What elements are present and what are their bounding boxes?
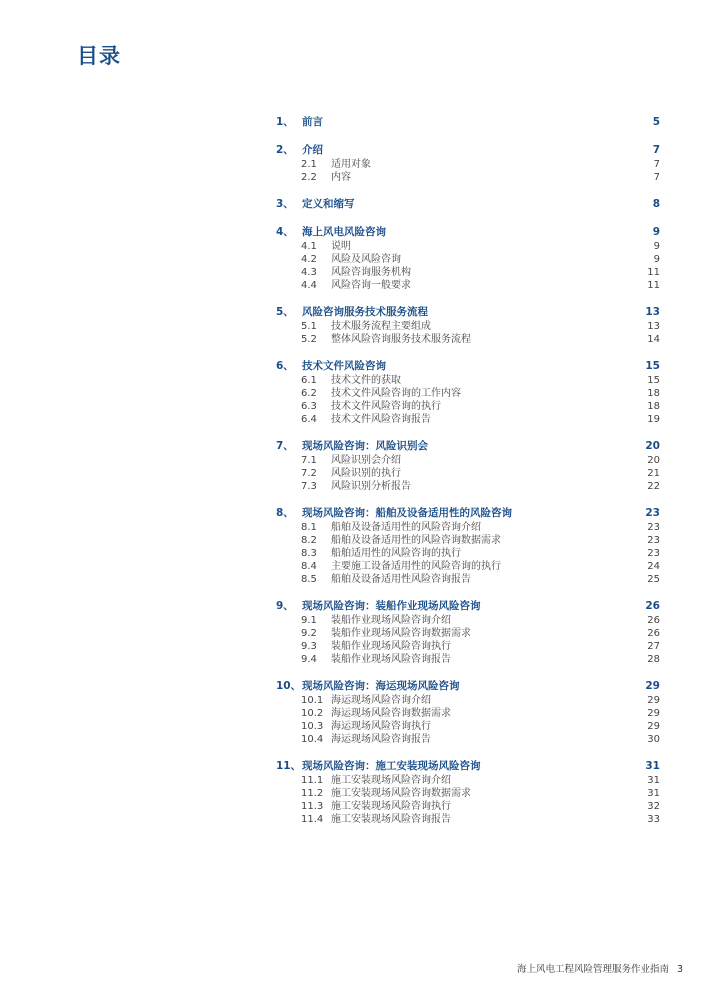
toc-subentry[interactable] (272, 774, 660, 787)
toc-subentry-number: 11.4 (301, 814, 324, 825)
toc-subentry[interactable] (272, 266, 660, 279)
toc-subentry[interactable] (272, 454, 660, 467)
toc-subentry[interactable] (272, 413, 660, 426)
toc-subentry-number: 8.1 (301, 522, 317, 533)
toc-entry-title: 现场风险咨询：风险识别会 (302, 440, 428, 452)
toc-entry-page: 23 (645, 507, 660, 519)
toc-subentry-title: 内容 (331, 172, 351, 183)
toc-entry-page: 5 (652, 116, 660, 128)
toc-subentry-number: 5.1 (301, 321, 317, 332)
toc-subentry-page: 23 (647, 548, 660, 559)
toc-subentry-page: 25 (647, 574, 660, 585)
table-of-contents (272, 114, 660, 838)
toc-subentry[interactable] (272, 534, 660, 547)
toc-entry-title: 现场风险咨询：船舶及设备适用性的风险咨询 (302, 507, 512, 519)
toc-subentry[interactable] (272, 707, 660, 720)
toc-subentry-page: 29 (647, 721, 660, 732)
toc-subentry[interactable] (272, 400, 660, 413)
toc-subentry[interactable] (272, 653, 660, 666)
toc-subentry-number: 8.4 (301, 561, 317, 572)
toc-subentry-title: 适用对象 (331, 159, 371, 170)
toc-subentry-number: 7.1 (301, 455, 317, 466)
toc-subentry-page: 20 (647, 455, 660, 466)
toc-subentry[interactable] (272, 240, 660, 253)
toc-subentry[interactable] (272, 521, 660, 534)
toc-subentry-number: 10.3 (301, 721, 324, 732)
toc-subentry-title: 施工安装现场风险咨询数据需求 (331, 788, 471, 799)
toc-subentry[interactable] (272, 560, 660, 573)
toc-subentry-number: 7.3 (301, 481, 317, 492)
toc-subentry-title: 装船作业现场风险咨询介绍 (331, 615, 451, 626)
toc-subentry[interactable] (272, 627, 660, 640)
toc-subentry-page: 14 (647, 334, 660, 345)
footer-document-title: 海上风电工程风险管理服务作业指南 (516, 964, 669, 975)
toc-entry-title: 技术文件风险咨询 (302, 360, 386, 372)
toc-subentry-title: 船舶及设备适用性的风险咨询介绍 (331, 522, 481, 533)
toc-subentry-number: 10.1 (301, 695, 324, 706)
toc-subentry-title: 技术文件风险咨询的工作内容 (331, 388, 461, 399)
toc-subentry-title: 风险咨询服务机构 (331, 267, 411, 278)
toc-subentry-page: 23 (647, 535, 660, 546)
toc-entry-title: 现场风险咨询：海运现场风险咨询 (302, 680, 460, 692)
toc-subentry-number: 6.1 (301, 375, 317, 386)
toc-entry-title: 海上风电风险咨询 (302, 226, 386, 238)
toc-subentry-number: 2.2 (301, 172, 317, 183)
toc-entry[interactable] (272, 678, 660, 694)
toc-entry[interactable] (272, 598, 660, 614)
toc-entry-number: 5、 (276, 306, 294, 318)
toc-subentry-page: 27 (647, 641, 660, 652)
toc-entry-number: 6、 (276, 360, 294, 372)
toc-subentry-page: 7 (653, 159, 660, 170)
toc-subentry-page: 15 (647, 375, 660, 386)
toc-entry-number: 10、 (276, 680, 302, 692)
toc-entry-number: 8、 (276, 507, 294, 519)
toc-entry[interactable] (272, 505, 660, 521)
toc-entry-page: 9 (652, 226, 660, 238)
page-title: 目录 (77, 44, 121, 68)
toc-subentry-page: 28 (647, 654, 660, 665)
toc-subentry[interactable] (272, 374, 660, 387)
toc-entry-number: 2、 (276, 144, 294, 156)
toc-entry-title: 现场风险咨询：施工安装现场风险咨询 (302, 760, 481, 772)
toc-subentry-title: 风险识别会介绍 (331, 455, 401, 466)
toc-subentry-number: 4.2 (301, 254, 317, 265)
toc-subentry-number: 6.4 (301, 414, 317, 425)
toc-subentry-page: 13 (647, 321, 660, 332)
toc-subentry-title: 施工安装现场风险咨询介绍 (331, 775, 451, 786)
toc-section (272, 358, 660, 426)
toc-subentry-title: 风险识别分析报告 (331, 481, 411, 492)
toc-subentry-title: 技术文件的获取 (331, 375, 401, 386)
toc-subentry-title: 技术服务流程主要组成 (331, 321, 431, 332)
toc-entry[interactable] (272, 196, 660, 212)
toc-subentry-page: 7 (653, 172, 660, 183)
toc-subentry-page: 26 (647, 615, 660, 626)
toc-subentry-page: 31 (647, 775, 660, 786)
toc-entry-title: 现场风险咨询：装船作业现场风险咨询 (302, 600, 481, 612)
toc-subentry-number: 10.4 (301, 734, 324, 745)
toc-subentry-page: 18 (647, 401, 660, 412)
toc-subentry[interactable] (272, 733, 660, 746)
toc-subentry[interactable] (272, 720, 660, 733)
toc-subentry-number: 10.2 (301, 708, 324, 719)
toc-subentry-page: 19 (647, 414, 660, 425)
toc-subentry-number: 8.5 (301, 574, 317, 585)
toc-subentry[interactable] (272, 813, 660, 826)
toc-subentry-page: 30 (647, 734, 660, 745)
toc-subentry-number: 11.3 (301, 801, 324, 812)
toc-subentry-title: 装船作业现场风险咨询报告 (331, 654, 451, 665)
toc-subentry-number: 9.1 (301, 615, 317, 626)
toc-entry[interactable] (272, 142, 660, 158)
toc-subentry[interactable] (272, 171, 660, 184)
toc-section (272, 142, 660, 184)
toc-subentry-title: 风险咨询一般要求 (331, 280, 411, 291)
toc-subentry-number: 4.4 (301, 280, 317, 291)
toc-section (272, 758, 660, 826)
toc-subentry[interactable] (272, 480, 660, 493)
toc-entry-page: 29 (645, 680, 660, 692)
toc-section (272, 224, 660, 292)
toc-subentry-number: 9.2 (301, 628, 317, 639)
toc-subentry[interactable] (272, 158, 660, 171)
toc-subentry-page: 11 (647, 267, 660, 278)
toc-subentry-number: 5.2 (301, 334, 317, 345)
toc-entry[interactable] (272, 304, 660, 320)
toc-subentry-page: 23 (647, 522, 660, 533)
toc-subentry-title: 整体风险咨询服务技术服务流程 (331, 334, 471, 345)
toc-subentry-page: 29 (647, 708, 660, 719)
toc-subentry[interactable] (272, 614, 660, 627)
toc-subentry-title: 船舶适用性的风险咨询的执行 (331, 548, 461, 559)
toc-subentry-number: 9.3 (301, 641, 317, 652)
toc-entry-page: 8 (652, 198, 660, 210)
toc-entry-number: 3、 (276, 198, 294, 210)
toc-subentry-number: 6.2 (301, 388, 317, 399)
toc-subentry[interactable] (272, 387, 660, 400)
toc-subentry-number: 6.3 (301, 401, 317, 412)
toc-subentry-number: 9.4 (301, 654, 317, 665)
toc-subentry[interactable] (272, 333, 660, 346)
toc-subentry[interactable] (272, 320, 660, 333)
toc-subentry-title: 风险及风险咨询 (331, 254, 401, 265)
toc-subentry-title: 施工安装现场风险咨询报告 (331, 814, 451, 825)
toc-subentry-page: 26 (647, 628, 660, 639)
toc-entry-number: 11、 (276, 760, 302, 772)
toc-entry-page: 7 (652, 144, 660, 156)
toc-subentry-page: 29 (647, 695, 660, 706)
toc-subentry-page: 22 (647, 481, 660, 492)
toc-subentry-number: 8.2 (301, 535, 317, 546)
toc-section (272, 678, 660, 746)
toc-subentry-page: 33 (647, 814, 660, 825)
toc-subentry-page: 18 (647, 388, 660, 399)
toc-entry[interactable] (272, 438, 660, 454)
toc-subentry-title: 船舶及设备适用性风险咨询报告 (331, 574, 471, 585)
toc-subentry[interactable] (272, 640, 660, 653)
toc-subentry-number: 4.3 (301, 267, 317, 278)
toc-section (272, 505, 660, 586)
toc-subentry[interactable] (272, 547, 660, 560)
toc-subentry-title: 施工安装现场风险咨询执行 (331, 801, 451, 812)
toc-subentry[interactable] (272, 787, 660, 800)
toc-subentry-page: 9 (653, 254, 660, 265)
toc-subentry-page: 11 (647, 280, 660, 291)
toc-subentry-number: 7.2 (301, 468, 317, 479)
toc-section (272, 114, 660, 130)
toc-entry-page: 20 (645, 440, 660, 452)
toc-subentry[interactable] (272, 467, 660, 480)
toc-entry-page: 13 (645, 306, 660, 318)
toc-entry-number: 4、 (276, 226, 294, 238)
toc-subentry-page: 24 (647, 561, 660, 572)
toc-subentry[interactable] (272, 253, 660, 266)
toc-subentry-title: 说明 (331, 241, 351, 252)
toc-entry-number: 9、 (276, 600, 294, 612)
toc-section (272, 598, 660, 666)
toc-entry-title: 风险咨询服务技术服务流程 (302, 306, 428, 318)
toc-subentry-page: 32 (647, 801, 660, 812)
footer-page-number: 3 (676, 964, 683, 975)
toc-subentry-title: 海运现场风险咨询执行 (331, 721, 431, 732)
toc-subentry-page: 31 (647, 788, 660, 799)
toc-subentry-title: 海运现场风险咨询介绍 (331, 695, 431, 706)
toc-entry[interactable] (272, 114, 660, 130)
toc-entry-title: 前言 (302, 116, 323, 128)
toc-section (272, 304, 660, 346)
toc-entry-number: 1、 (276, 116, 294, 128)
toc-subentry[interactable] (272, 573, 660, 586)
toc-entry-page: 15 (645, 360, 660, 372)
toc-entry-page: 26 (645, 600, 660, 612)
toc-subentry-page: 9 (653, 241, 660, 252)
toc-subentry-title: 主要施工设备适用性的风险咨询的执行 (331, 561, 501, 572)
toc-section (272, 196, 660, 212)
toc-subentry-title: 船舶及设备适用性的风险咨询数据需求 (331, 535, 501, 546)
toc-subentry[interactable] (272, 694, 660, 707)
toc-subentry-title: 海运现场风险咨询数据需求 (331, 708, 451, 719)
toc-subentry-number: 8.3 (301, 548, 317, 559)
toc-subentry-title: 技术文件风险咨询报告 (331, 414, 431, 425)
toc-subentry-title: 技术文件风险咨询的执行 (331, 401, 441, 412)
toc-entry[interactable] (272, 358, 660, 374)
toc-entry[interactable] (272, 224, 660, 240)
toc-entry-title: 介绍 (302, 144, 323, 156)
toc-subentry-number: 2.1 (301, 159, 317, 170)
toc-subentry-number: 4.1 (301, 241, 317, 252)
toc-section (272, 438, 660, 493)
toc-subentry-title: 海运现场风险咨询报告 (331, 734, 431, 745)
toc-subentry-title: 装船作业现场风险咨询执行 (331, 641, 451, 652)
toc-entry-number: 7、 (276, 440, 294, 452)
toc-subentry-page: 21 (647, 468, 660, 479)
toc-subentry-number: 11.2 (301, 788, 324, 799)
toc-entry-page: 31 (645, 760, 660, 772)
toc-entry-title: 定义和缩写 (302, 198, 355, 210)
toc-subentry-title: 风险识别的执行 (331, 468, 401, 479)
page-footer (517, 961, 683, 975)
toc-entry[interactable] (272, 758, 660, 774)
toc-subentry-number: 11.1 (301, 775, 324, 786)
toc-subentry[interactable] (272, 279, 660, 292)
toc-subentry-title: 装船作业现场风险咨询数据需求 (331, 628, 471, 639)
toc-subentry[interactable] (272, 800, 660, 813)
